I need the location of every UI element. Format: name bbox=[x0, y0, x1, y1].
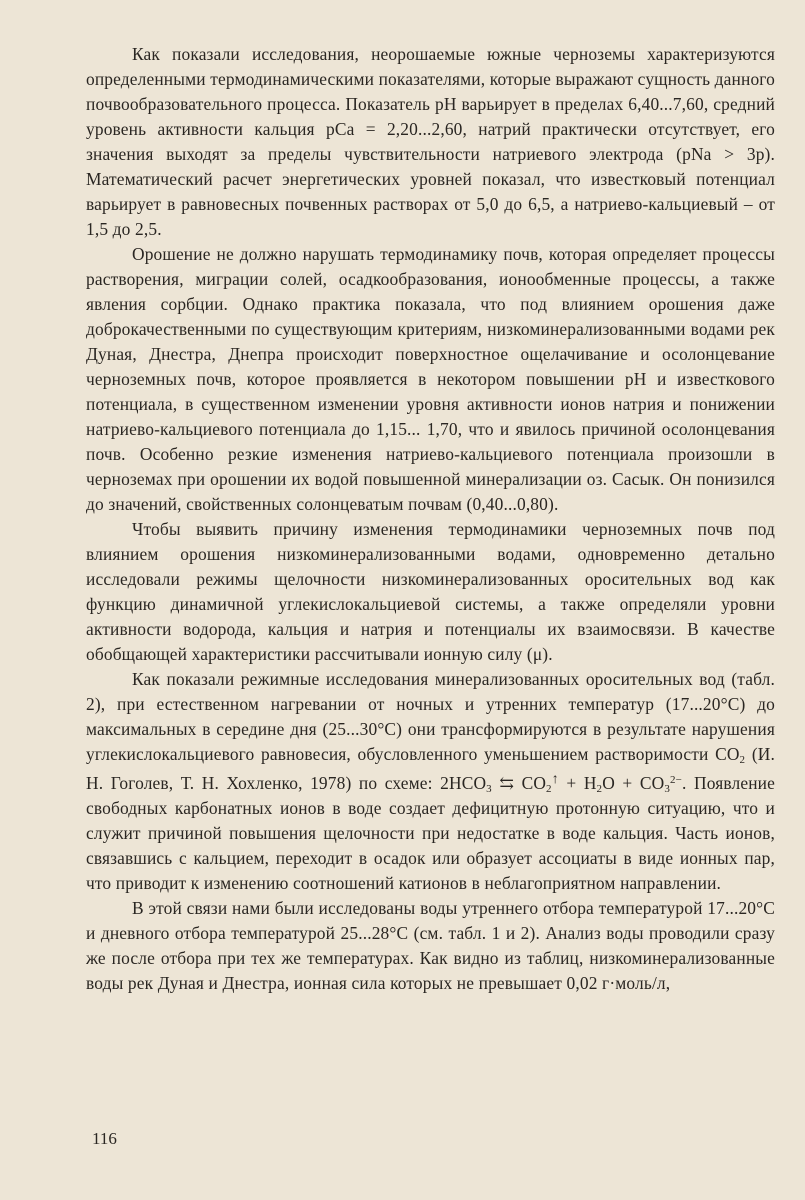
formula-sub-1: 2 bbox=[739, 754, 746, 766]
gas-release-arrow: ↑ bbox=[551, 772, 559, 787]
page-number: 116 bbox=[92, 1129, 117, 1148]
paragraph-1: Как показали исследования, неорошаемые южные черноземы характеризуются определенными термодинамическими показателями, которые выражают сущность данного почвообразовательного процесса. Показатель pH варьирует в пределах 6,40...7,60, средний уровень активности кальция pCa = 2,20...2,60, натрий практически отсутствует, его значения выходят за пределы чувствительности натриевого электрода (pNa > 3p). Математический расчет энергетических уровней показал, что известковый потенциал варьирует в равновесных почвенных растворах от 5,0 до 6,5, а натриево-кальциевый – от 1,5 до 2,5. bbox=[86, 44, 775, 239]
paragraph-4-formula bbox=[86, 667, 775, 896]
formula-sub-2: 3 bbox=[486, 783, 492, 795]
paragraph-5: В этой связи нами были исследованы воды утреннего отбора температурой 17...20°C и дневного отбора температурой 25...28°C (см. табл. 1 и 2). Анализ воды проводили сразу же после отбора при тех же температурах. Как видно из таблиц, низкоминерализованные воды рек Дуная и Днестра, ионная сила которых не превышает 0,02 г·моль/л, bbox=[86, 898, 775, 993]
formula-text-3: CO bbox=[514, 773, 547, 793]
formula-sup-5: 2− bbox=[670, 774, 683, 786]
paragraph-3: Чтобы выявить причину изменения термодинамики черноземных почв под влиянием орошения низкоминерализованными водами, одновременно детально исследовали режимы щелочности низкоминерализованных оросительных вод как функцию динамичной углекислокальциевой системы, а также определяли уровни активности водорода, кальция и натрия и потенциалы их взаимосвязи. В качестве обобщающей характеристики рассчитывали ионную силу (μ). bbox=[86, 519, 775, 664]
formula-text-1: Как показали режимные исследования минерализованных оросительных вод (табл. 2), при естественном нагревании от ночных и утренних температур (17...20°C) до максимальных в середине дня (25...30°C) они трансформируются в результате нарушения углекислокальциевого равновесия, обусловленного уменьшением растворимости CO bbox=[86, 669, 775, 764]
paragraph-2: Орошение не должно нарушать термодинамику почв, которая определяет процессы растворения, миграции солей, осадкообразования, ионообменные процессы, а также явления сорбции. Однако практика показала, что под влиянием орошения даже доброкачественными по существующим критериям, низкоминерализованными водами рек Дуная, Днестра, Днепра происходит поверхностное ощелачивание и осолонцевание черноземных почв, которое проявляется в некотором повышении pH и известкового потенциала, в существенном изменении уровня активности ионов натрия и понижении натриево-кальциевого потенциала до 1,15... 1,70, что и явилось причиной осолонцевания почв. Особенно резкие изменения натриево-кальциевого потенциала произошли в черноземах при орошении их водой повышенной минерализации оз. Сасык. Он понизился до значений, свойственных солонцеватым почвам (0,40...0,80). bbox=[86, 244, 775, 514]
equilibrium-arrows: ⇆ bbox=[499, 773, 515, 793]
formula-sub-4: 2 bbox=[596, 783, 603, 795]
formula-text-2: (И. Н. Гоголев, Т. Н. Хохленко, 1978) по схеме: 2HCO bbox=[86, 744, 775, 793]
formula-sub-5: 3 bbox=[664, 783, 670, 795]
formula-sub-3: 2 bbox=[546, 783, 552, 795]
formula-text-5: O + CO bbox=[602, 773, 665, 793]
formula-text-6: . Появление свободных карбонатных ионов в воде создает дефицитную протонную ситуацию, что и служит причиной повышения щелочности при недостатке в воде кальция. Часть ионов, связавшись с кальцием, переходит в осадок или образует ассоциаты в виде ионных пар, что приводит к изменению соотношений катионов в неблагоприятном направлении. bbox=[86, 773, 776, 893]
formula-text-4: + H bbox=[558, 773, 597, 793]
